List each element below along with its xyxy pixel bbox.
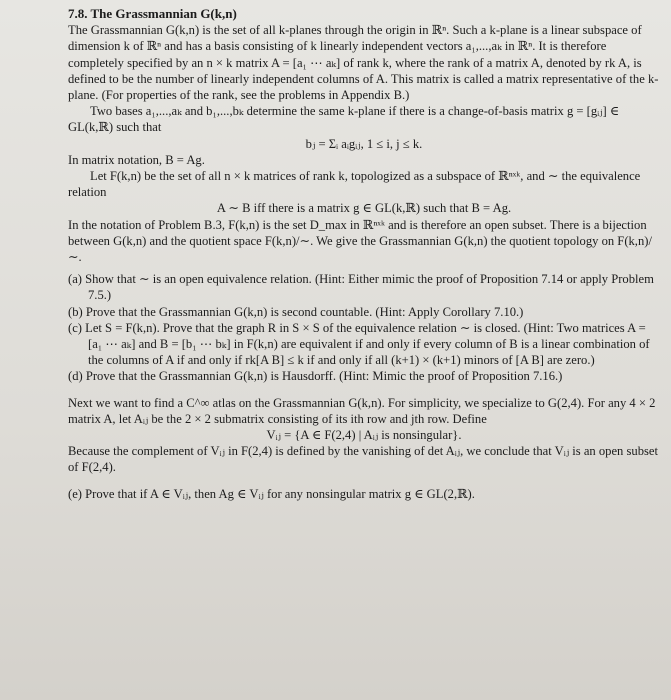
part-b: (b) Prove that the Grassmannian G(k,n) is second countable. (Hint: Apply Corollary 7.10.) <box>68 304 524 319</box>
equation-change-of-basis: bⱼ = Σᵢ aᵢgᵢⱼ, 1 ≤ i, j ≤ k. <box>305 136 423 151</box>
matrix-notation-line: In matrix notation, B = Ag. <box>68 152 205 167</box>
part-c: (c) Let S = F(k,n). Prove that the graph R in S × S of the equivalence relation ∼ is closed. (Hint: Two matrices A = [a₁ ⋯ aₖ] and B = [b₁ ⋯ bₖ] in F(k,n) are equivalent if and only if every column of B is a linear combination of the columns of A if and only if rk[A B] ≤ k if and only if all (k+1) × (k+1) minors of [A B] are zero.) <box>68 320 650 368</box>
equation-vij: Vᵢⱼ = {A ∈ F(2,4) | Aᵢⱼ is nonsingular}. <box>266 428 462 443</box>
fkn-paragraph: Let F(k,n) be the set of all n × k matrices of rank k, topologized as a subspace of ℝⁿˣᵏ, and ∼ the equivalence relation <box>68 169 641 200</box>
part-a: (a) Show that ∼ is an open equivalence relation. (Hint: Either mimic the proof of Proposition 7.14 or apply Problem 7.5.) <box>68 272 654 303</box>
section-title: 7.8. The Grassmannian G(k,n) <box>68 6 237 21</box>
bases-paragraph: Two bases a₁,...,aₖ and b₁,...,bₖ determine the same k-plane if there is a change-of-basis matrix g = [gᵢⱼ] ∈ GL(k,ℝ) such that <box>68 104 620 135</box>
exercise-parts <box>68 271 660 384</box>
quotient-paragraph: In the notation of Problem B.3, F(k,n) is the set D_max in ℝⁿˣᵏ and is therefore an open subset. There is a bijection between G(k,n) and the quotient space F(k,n)/∼. We give the Grassmannian G(k,n) the quotient topology on F(k,n)/∼. <box>68 217 652 265</box>
text-body <box>68 6 660 502</box>
atlas-paragraph: Next we want to find a C^∞ atlas on the Grassmannian G(k,n). For simplicity, we specialize to G(2,4). For any 4 × 2 matrix A, let Aᵢⱼ be the 2 × 2 submatrix consisting of its ith row and jth row. Define <box>68 395 656 426</box>
equation-equivalence: A ∼ B iff there is a matrix g ∈ GL(k,ℝ) such that B = Ag. <box>216 201 512 216</box>
part-d: (d) Prove that the Grassmannian G(k,n) is Hausdorff. (Hint: Mimic the proof of Proposition 7.16.) <box>68 369 563 384</box>
intro-paragraph: The Grassmannian G(k,n) is the set of all k-planes through the origin in ℝⁿ. Such a k-plane is a linear subspace of dimension k of ℝⁿ and has a basis consisting of k linearly independent vectors a₁,...,aₖ in ℝⁿ. It is therefore completely specified by an n × k matrix A = [a₁ ⋯ aₖ] of rank k, where the rank of a matrix A, denoted by rk A, is defined to be the number of linearly independent columns of A. This matrix is called a matrix representative of the k-plane. (For properties of the rank, see the problems in Appendix B.) <box>68 23 659 103</box>
part-e: (e) Prove that if A ∈ Vᵢⱼ, then Ag ∈ Vᵢⱼ for any nonsingular matrix g ∈ GL(2,ℝ). <box>68 486 475 501</box>
complement-paragraph: Because the complement of Vᵢⱼ in F(2,4) is defined by the vanishing of det Aᵢⱼ, we conclude that Vᵢⱼ is an open subset of F(2,4). <box>68 444 658 475</box>
